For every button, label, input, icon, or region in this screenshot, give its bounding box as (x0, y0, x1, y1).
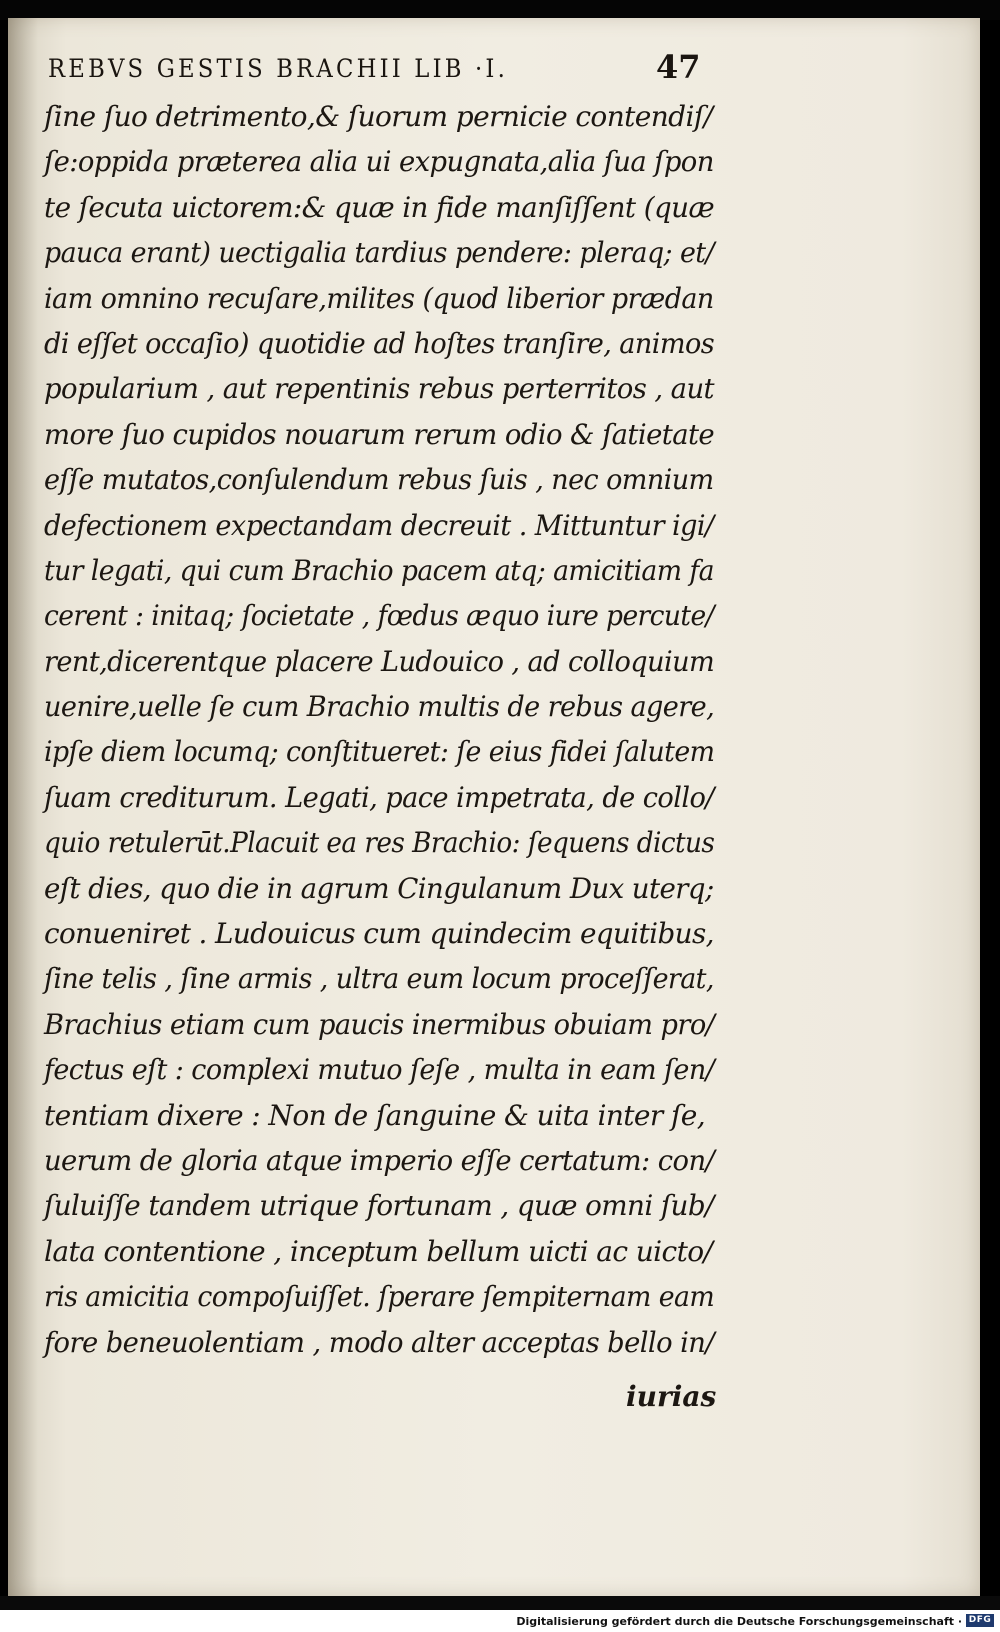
text-line: Brachius etiam cum paucis inermibus obuiam pro/ (44, 1007, 715, 1041)
text-line: fectus eſt : complexi mutuo ſeſe , multa in eam ſen/ (44, 1053, 715, 1087)
text-line: eſt dies, quo die in agrum Cingulanum Dux uterq; (44, 871, 714, 905)
body-text (44, 94, 714, 1365)
digitization-credit: Digitalisierung gefördert durch die Deutsche Forschungsgemeinschaft · (516, 1615, 962, 1628)
text-line: tur legati, qui cum Brachio pacem atq; amicitiam fa (44, 553, 714, 587)
text-line: uenire,uelle ſe cum Brachio multis de rebus agere, (44, 690, 715, 724)
page-number: 47 (656, 48, 701, 86)
text-line: rent,dicerentque placere Ludouico , ad colloquium (44, 644, 715, 678)
text-line: ſe:oppida præterea alia ui expugnata,alia ſua ſpon (44, 145, 714, 179)
dfg-logo: DFG (966, 1614, 994, 1627)
text-line: ſine telis , ſine armis , ultra eum locum proceſſerat, (44, 962, 714, 996)
text-line: conueniret . Ludouicus cum quindecim equitibus, (44, 917, 714, 951)
text-line: tentiam dixere : Non de ſanguine & uita inter ſe, (44, 1098, 706, 1132)
text-line: iam omnino recuſare,milites (quod liberior prædan (44, 281, 714, 315)
text-line: eſſe mutatos,conſulendum rebus ſuis , nec omnium (44, 463, 714, 497)
text-line: quio retulerūt.Placuit ea res Brachio: ſequens dictus (44, 826, 715, 860)
text-line: uerum de gloria atque imperio eſſe certatum: con/ (44, 1143, 715, 1177)
bottom-border (0, 1596, 1000, 1610)
text-line: fore beneuolentiam , modo alter acceptas bello in/ (44, 1325, 714, 1359)
text-line: lata contentione , inceptum bellum uicti ac uicto/ (44, 1234, 713, 1268)
top-border (0, 0, 1000, 20)
text-line: ipſe diem locumq; conſtitueret: ſe eius fidei ſalutem (44, 735, 715, 769)
text-line: pauca erant) uectigalia tardius pendere: pleraq; et/ (44, 236, 714, 270)
text-line: di eſſet occaſio) quotidie ad hoſtes tranſire, animos (44, 326, 715, 360)
text-line: popularium , aut repentinis rebus perterritos , aut (44, 372, 715, 406)
running-head: REBVS GESTIS BRACHII LIB ·I. (48, 54, 508, 83)
catchword: iurias (626, 1380, 717, 1413)
text-line: ſuam crediturum. Legati, pace impetrata, de collo/ (44, 780, 714, 814)
spine-shadow (8, 18, 38, 1596)
text-line: te ſecuta uictorem:& quæ in fide manſiſſent (quæ (44, 190, 715, 224)
text-line: defectionem expectandam decreuit . Mittuntur igi/ (44, 508, 714, 542)
text-line: ris amicitia compoſuiſſet. ſperare ſempiternam eam (44, 1280, 715, 1314)
text-line: ſuluiſſe tandem utrique fortunam , quæ omni ſub/ (44, 1189, 714, 1223)
text-line: ſine ſuo detrimento,& ſuorum pernicie contendiſ/ (44, 100, 713, 133)
text-line: more ſuo cupidos nouarum rerum odio & ſatietate (44, 417, 715, 451)
text-line: cerent : initaq; ſocietate , fœdus æquo iure percute/ (44, 599, 714, 633)
